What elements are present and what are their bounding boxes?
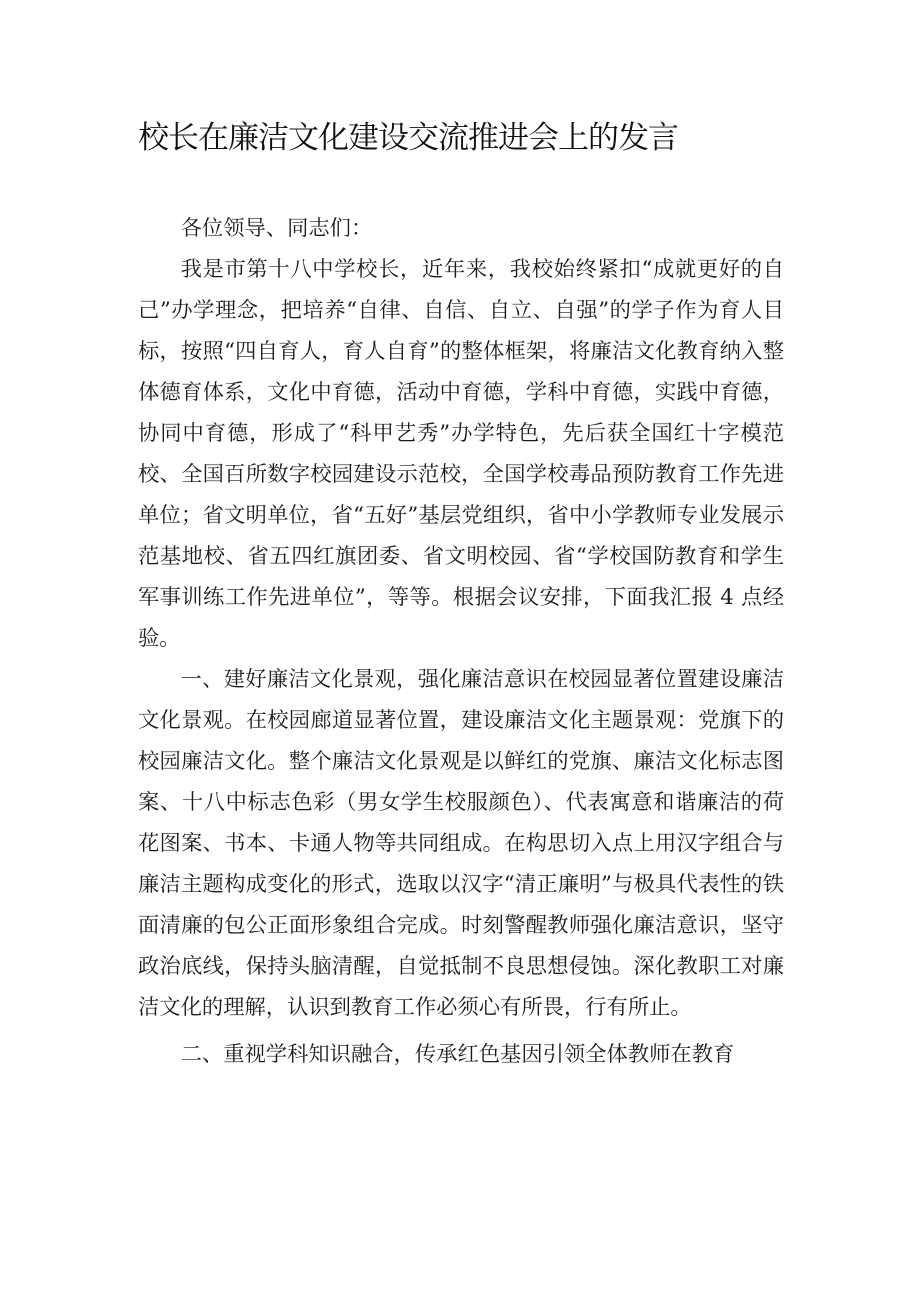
body-paragraph: 我是市第十八中学校长，近年来，我校始终紧扣“成就更好的自己”办学理念，把培养“自律、自信、自立、自强”的学子作为育人目标，按照“四自育人，育人自育”的整体框架，将廉洁文化教育纳入整体德育体系，文化中育德，活动中育德，学科中育德，实践中育德，协同中育德，形成了“科甲艺秀”办学特色，先后获全国红十字模范校、全国百所数字校园建设示范校，全国学校毒品预防教育工作先进单位；省文明单位，省“五好”基层党组织，省中小学教师专业发展示范基地校、省五四红旗团委、省文明校园、省“学校国防教育和学生军事训练工作先进单位”，等等。根据会议安排，下面我汇报 4 点经验。 [138,257,784,651]
document-title: 校长在廉洁文化建设交流推进会上的发言 [138,120,678,156]
body-paragraph: 二、重视学科知识融合，传承红色基因引领全体教师在教育 [180,1042,735,1067]
greeting-paragraph: 各位领导、同志们： [180,216,373,241]
body-paragraph: 一、建好廉洁文化景观，强化廉洁意识在校园显著位置建设廉洁文化景观。在校园廊道显著位置，建设廉洁文化主题景观：党旗下的校园廉洁文化。整个廉洁文化景观是以鲜红的党旗、廉洁文化标志图案、十八中标志色彩（男女学生校服颜色）、代表寓意和谐廉洁的荷花图案、书本、卡通人物等共同组成。在构思切入点上用汉字组合与廉洁主题构成变化的形式，选取以汉字“清正廉明”与极具代表性的铁面清廉的包公正面形象组合完成。时刻警醒教师强化廉洁意识，坚守政治底线，保持头脑清醒，自觉抵制不良思想侵蚀。深化教职工对廉洁文化的理解，认识到教育工作必须心有所畏，行有所止。 [138,667,784,1020]
document-body [138,208,784,1075]
